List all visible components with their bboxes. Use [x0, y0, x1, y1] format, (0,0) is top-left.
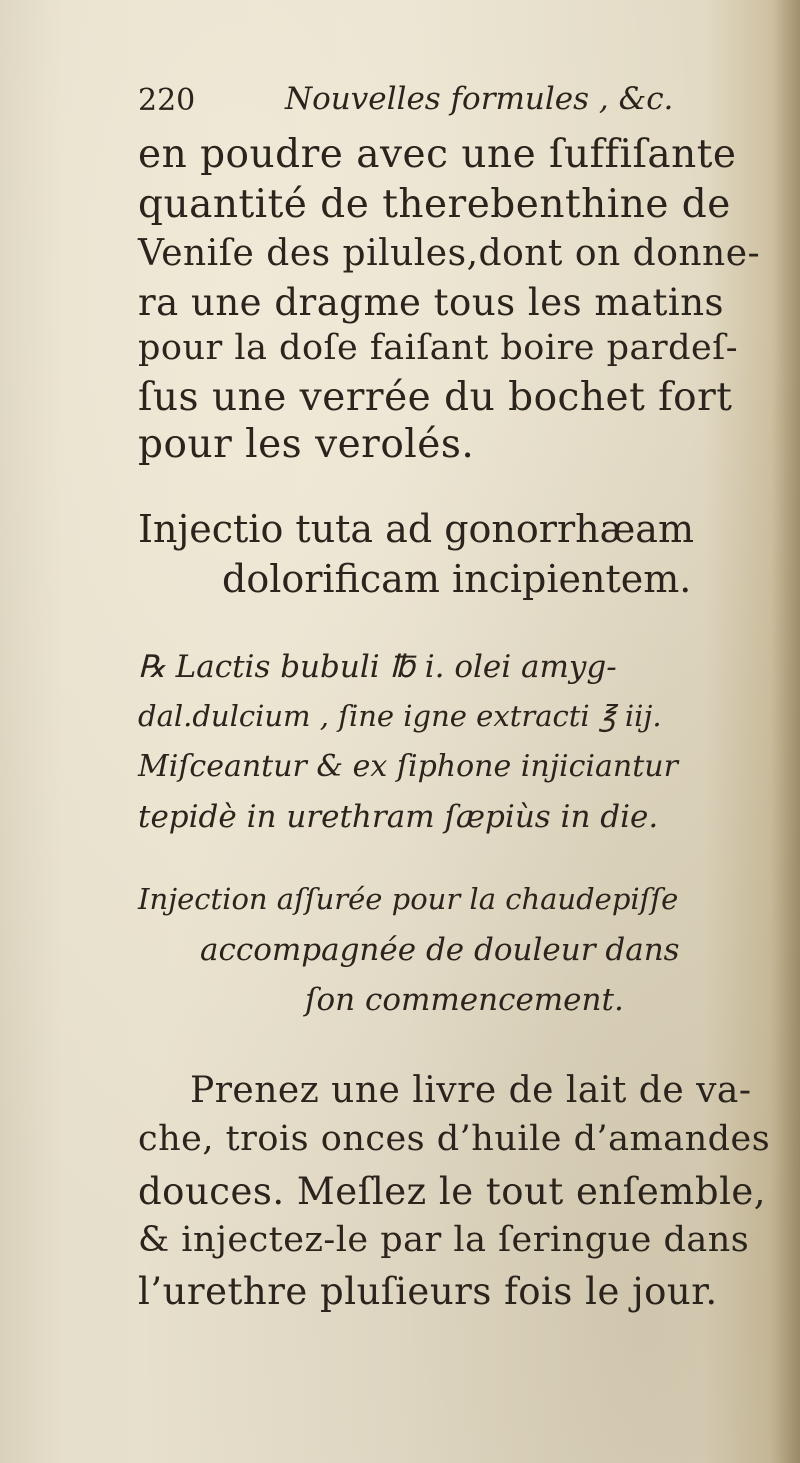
latin-recipe-line: dal.dulcium , ſine igne extracti ℥ iij.	[138, 699, 662, 733]
latin-heading-line: Injectio tuta ad gonorrhæam	[138, 507, 694, 551]
text-line: ra une dragme tous les matins	[138, 281, 725, 324]
french-heading-line: ſon commencement.	[305, 982, 624, 1018]
text-line: & injectez-le par la ſeringue dans	[138, 1220, 750, 1260]
text-line: che, trois onces d’huile d’amandes	[138, 1119, 771, 1159]
text-line: pour la doſe faiſant boire pardeſ-	[138, 328, 739, 368]
text-line: pour les verolés.	[138, 422, 475, 467]
latin-recipe-line: Miſceantur & ex ſiphone injiciantur	[138, 749, 678, 784]
french-heading-line: Injection aſſurée pour la chaudepiſſe	[138, 882, 679, 916]
running-title: Nouvelles formules , &c.	[285, 81, 674, 117]
text-line: Prenez une livre de lait de va-	[190, 1070, 752, 1111]
text-line: quantité de therebenthine de	[138, 182, 731, 227]
text-line: Veniſe des pilules,dont on donne-	[138, 233, 761, 274]
text-line: l’urethre pluſieurs fois le jour.	[138, 1270, 718, 1313]
page-edge-shadow	[770, 0, 800, 1463]
latin-recipe-line: tepidè in urethram ſæpiùs in die.	[138, 799, 659, 835]
page-number: 220	[138, 83, 196, 118]
text-line: ſus une verrée du bochet fort	[138, 375, 733, 420]
latin-recipe-line: ℞ Lactis bubuli ℔ i. olei amyg-	[138, 649, 617, 685]
text-line: en poudre avec une ſuffiſante	[138, 132, 737, 177]
text-line: douces. Meſlez le tout enſemble,	[138, 1170, 767, 1213]
latin-heading-line: dolorificam incipientem.	[222, 557, 692, 601]
french-heading-line: accompagnée de douleur dans	[200, 932, 680, 968]
